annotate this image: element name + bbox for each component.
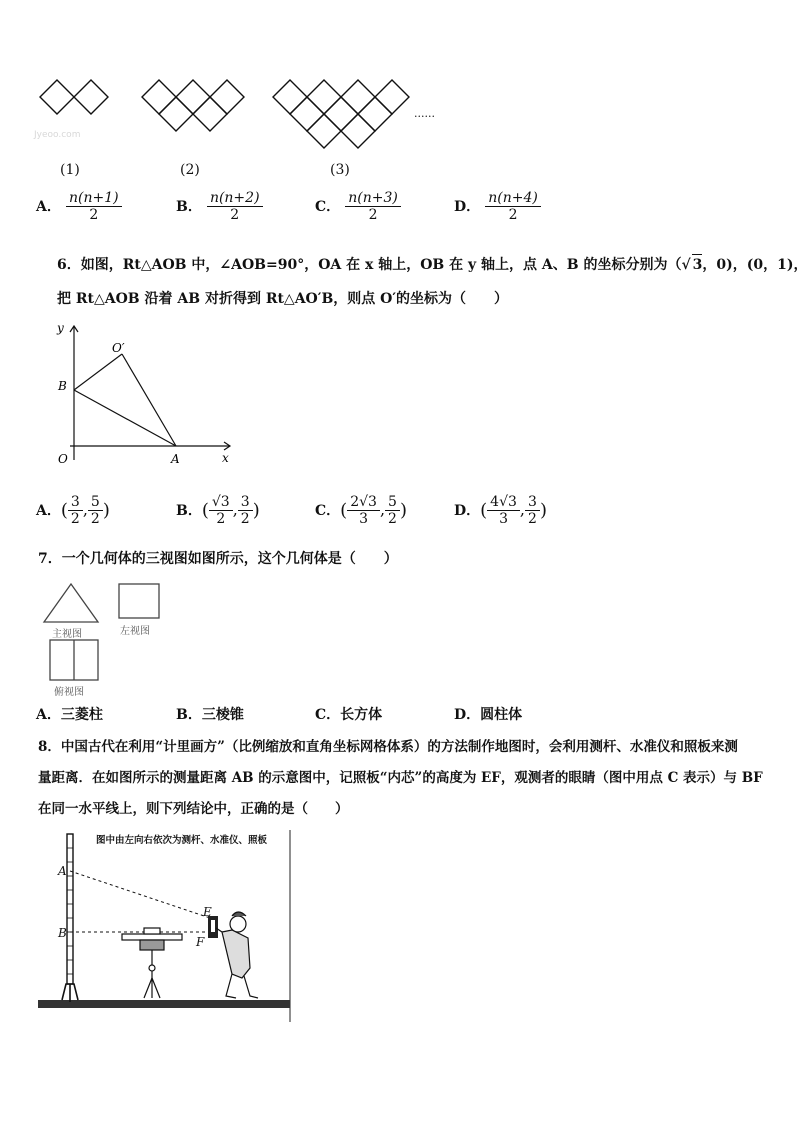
q6-stem-line1 [57, 254, 808, 275]
q8-stem-line3: 在同一水平线上，则下列结论中，正确的是（ ） [38, 801, 349, 817]
label-B: B [58, 926, 67, 940]
pattern-diamonds [30, 70, 470, 160]
q6-option-d[interactable]: D．( $\frac{4√3}{3}$ , $\frac{3}{2}$ ) [454, 494, 547, 527]
top-view-label: 俯视图 [54, 687, 84, 698]
q6-stem-line2: 把 Rt△AOB 沿着 AB 对折得到 Rt△AO′B，则点 O′的坐标为（ ） [57, 291, 509, 307]
option-letter: C． [315, 503, 341, 519]
option-text: 圆柱体 [480, 707, 523, 723]
option-letter: C． [315, 199, 341, 215]
option-text: 三菱柱 [60, 707, 103, 723]
q6-sqrt-radicand: 3 [692, 254, 703, 275]
ground [38, 1000, 290, 1008]
q5-option-d[interactable] [454, 190, 541, 223]
option-letter: B． [176, 503, 202, 519]
left-view-label: 左视图 [120, 626, 150, 637]
option-letter: D． [454, 199, 481, 215]
pattern-1-diamonds [40, 80, 108, 114]
option-letter: A． [36, 503, 61, 519]
x-numerator: 4√3 [487, 494, 520, 511]
q6-option-b[interactable]: B．( $\frac{√3}{2}$ , $\frac{3}{2}$ ) [176, 494, 260, 527]
x-numerator: 2√3 [347, 494, 380, 511]
option-text: 三棱锥 [201, 707, 244, 723]
fraction-denominator: 2 [368, 207, 378, 223]
q7-stem: 7．一个几何体的三视图如图所示，这个几何体是（ ） [38, 551, 398, 567]
q6-stem-part2: ，0)，(0，1)， [702, 257, 808, 273]
q8-stem-line1: 8．中国古代在利用“计里画方”（比例缩放和直角坐标网格体系）的方法制作地图时，会利用测杆、水准仪和照板来测 [38, 739, 738, 755]
measuring-pole [62, 834, 78, 1002]
option-letter: D． [454, 503, 481, 519]
y-numerator: 3 [238, 494, 253, 511]
pattern-ellipsis: ...... [414, 107, 435, 120]
fraction-denominator: 2 [230, 207, 240, 223]
q7-option-a[interactable] [36, 705, 103, 725]
q8-stem-line2: 量距离．在如图所示的测量距离 AB 的示意图中，记照板“内芯”的高度为 EF，观测者的眼睛（图中用点 C 表示）与 BF [38, 770, 763, 786]
fraction-numerator: n(n+1) [66, 190, 122, 207]
q6-coordinate-figure [50, 320, 250, 470]
q6-option-c[interactable]: C．( $\frac{2√3}{3}$ , $\frac{5}{2}$ ) [315, 494, 407, 527]
pattern-figure [30, 70, 470, 190]
front-view-label: 主视图 [52, 629, 82, 640]
q7-options [36, 705, 596, 727]
q7-option-b[interactable] [176, 705, 244, 725]
label-x: x [222, 451, 229, 465]
left-view-rect [119, 584, 159, 618]
y-denominator: 2 [528, 511, 537, 527]
pattern-label-1: (1) [60, 162, 80, 178]
y-numerator: 5 [88, 494, 103, 511]
q7-option-c[interactable] [315, 705, 382, 725]
option-letter: B． [176, 199, 202, 215]
pattern-label-2: (2) [180, 162, 200, 178]
option-text: 长方体 [340, 707, 383, 723]
x-numerator: 3 [68, 494, 83, 511]
q6-stem-part1: 6．如图，Rt△AOB 中，∠AOB=90°，OA 在 x 轴上，OB 在 y 轴上，点 A、B 的坐标分别为（ [57, 257, 682, 273]
label-A: A [171, 452, 180, 466]
fraction-denominator: 2 [89, 207, 99, 223]
label-O-prime: O′ [112, 341, 125, 355]
fraction-numerator: n(n+4) [485, 190, 541, 207]
segment-O-prime-A [122, 354, 176, 446]
label-E: E [203, 905, 212, 919]
watermark-text: Jyeoo.com [34, 130, 81, 140]
q7-three-views [40, 578, 170, 698]
option-letter: A． [36, 199, 61, 215]
option-letter: D． [454, 707, 481, 723]
q5-option-b[interactable] [176, 190, 263, 223]
x-denominator: 3 [359, 511, 369, 527]
q6-options [36, 494, 596, 538]
label-O: O [58, 452, 68, 466]
fraction-numerator: n(n+2) [207, 190, 263, 207]
fraction-denominator: 2 [508, 207, 518, 223]
pattern-3-diamonds [273, 80, 409, 148]
option-fraction [66, 190, 122, 223]
x-denominator: 3 [499, 511, 508, 527]
fraction-numerator: n(n+3) [345, 190, 401, 207]
label-B: B [58, 379, 67, 393]
survey-illustration [36, 828, 296, 1024]
y-denominator: 2 [388, 511, 397, 527]
q5-option-c[interactable] [315, 190, 401, 223]
pattern-label-3: (3) [330, 162, 350, 178]
segment-BO-prime [74, 354, 122, 390]
y-denominator: 2 [90, 511, 100, 527]
option-fraction [207, 190, 263, 223]
y-numerator: 3 [525, 494, 540, 511]
sight-line-A [70, 871, 216, 920]
figure-caption: 图中由左向右依次为测杆、水准仪、照板 [96, 835, 268, 846]
label-F: F [196, 935, 205, 949]
label-y: y [57, 321, 64, 335]
option-letter: B． [176, 707, 202, 723]
pattern-2-diamonds [142, 80, 244, 131]
option-letter: C． [315, 707, 341, 723]
front-view-triangle [44, 584, 98, 622]
observer-figure [216, 912, 258, 998]
y-denominator: 2 [240, 511, 250, 527]
x-denominator: 2 [216, 511, 226, 527]
q5-option-a[interactable] [36, 190, 122, 223]
option-fraction [485, 190, 541, 223]
y-numerator: 5 [385, 494, 400, 511]
option-letter: A． [36, 707, 61, 723]
option-fraction [345, 190, 401, 223]
q6-option-a[interactable]: A．( $\frac{3}{2}$ , $\frac{5}{2}$ ) [36, 494, 110, 527]
q6-sqrt: √ 3 [681, 257, 702, 273]
q5-options [36, 190, 596, 234]
q7-option-d[interactable] [454, 705, 522, 725]
label-A: A [58, 864, 67, 878]
water-level [122, 928, 182, 998]
segment-BA [74, 390, 176, 446]
x-numerator: √3 [209, 494, 233, 511]
q8-survey-figure [36, 828, 296, 1024]
x-denominator: 2 [70, 511, 80, 527]
